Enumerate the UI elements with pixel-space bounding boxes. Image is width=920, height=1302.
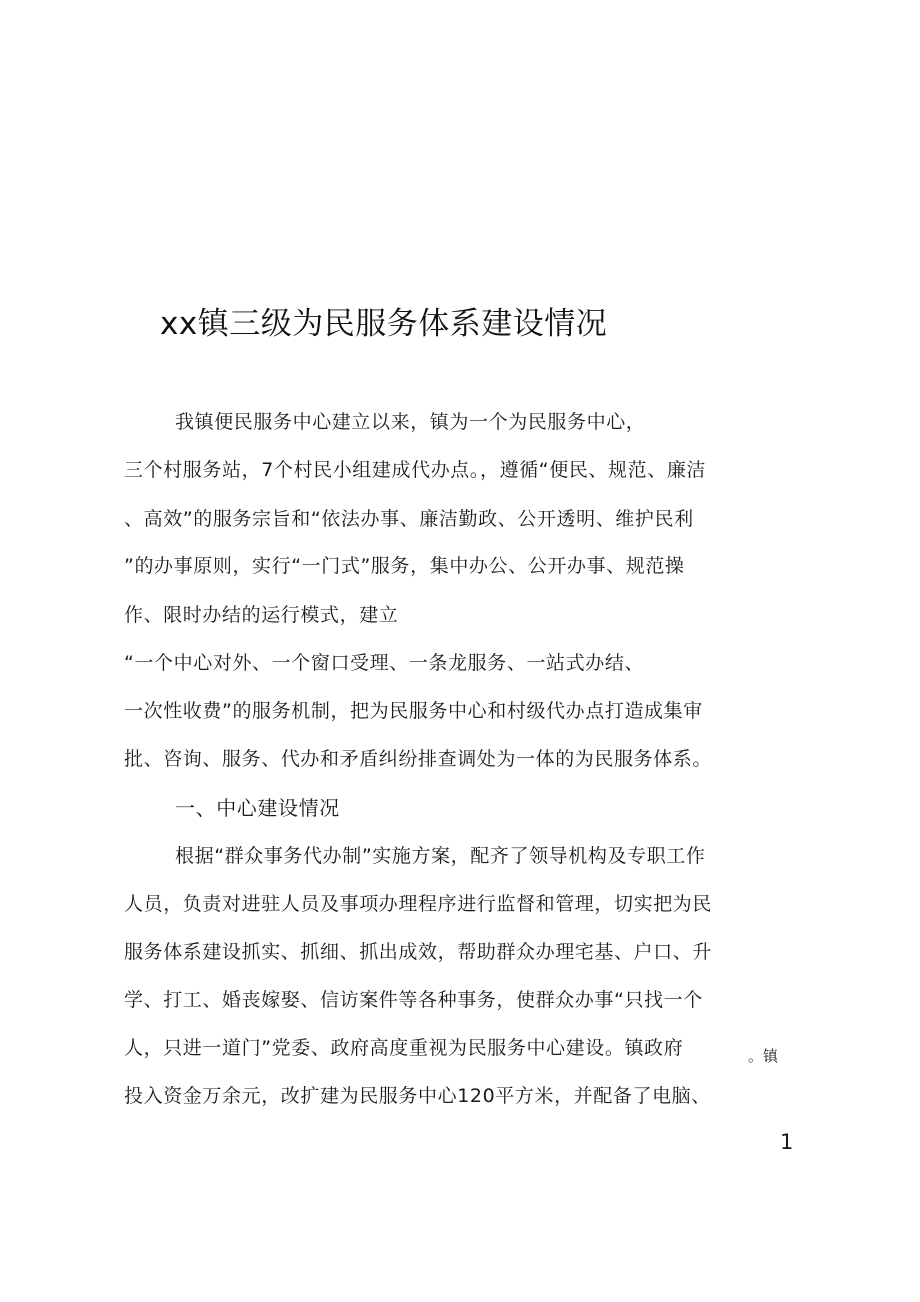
body-line-3: 、高效”的服务宗旨和“依法办事、廉洁勤政、公开透明、维护民利 xyxy=(124,508,694,530)
body-line-1: 我镇便民服务中心建立以来，镇为一个为民服务中心， xyxy=(175,411,646,433)
body-line-13: 人，只进一道门”党委、政府高度重视为民服务中心建设。镇政府 xyxy=(124,1037,684,1059)
body-line-7: 一次性收费”的服务机制，把为民服务中心和村级代办点打造成集审 xyxy=(124,700,703,722)
body-line-9: 根据“群众事务代办制”实施方案，配齐了领导机构及专职工作 xyxy=(175,845,706,867)
page-number: 1 xyxy=(780,1130,794,1154)
body-line-4: ”的办事原则，实行“一门式”服务，集中办公、公开办事、规范操 xyxy=(124,555,685,577)
body-line-6: “一个中心对外、一个窗口受理、一条龙服务、一站式办结、 xyxy=(124,652,645,674)
document-title: xx镇三级为民服务体系建设情况 xyxy=(160,306,608,342)
body-line-10: 人员，负责对进驻人员及事项办理程序进行监督和管理，切实把为民 xyxy=(124,893,713,915)
margin-note: 。镇 xyxy=(748,1047,779,1065)
body-line-11: 服务体系建设抓实、抓细、抓出成效，帮助群众办理宅基、户口、升 xyxy=(124,941,713,963)
body-line-12: 学、打工、婚丧嫁娶、信访案件等各种事务，使群众办事“只找一个 xyxy=(124,989,703,1011)
body-line-14: 投入资金万余元，改扩建为民服务中心120平方米，并配备了电脑、 xyxy=(124,1085,711,1107)
section-heading: 一、中心建设情况 xyxy=(175,796,340,820)
body-line-8: 批、咨询、服务、代办和矛盾纠纷排查调处为一体的为民服务体系。 xyxy=(124,748,713,770)
body-line-5: 作、限时办结的运行模式，建立 xyxy=(124,604,399,626)
body-line-2: 三个村服务站，7个村民小组建成代办点。，遵循“便民、规范、廉洁 xyxy=(124,459,707,481)
